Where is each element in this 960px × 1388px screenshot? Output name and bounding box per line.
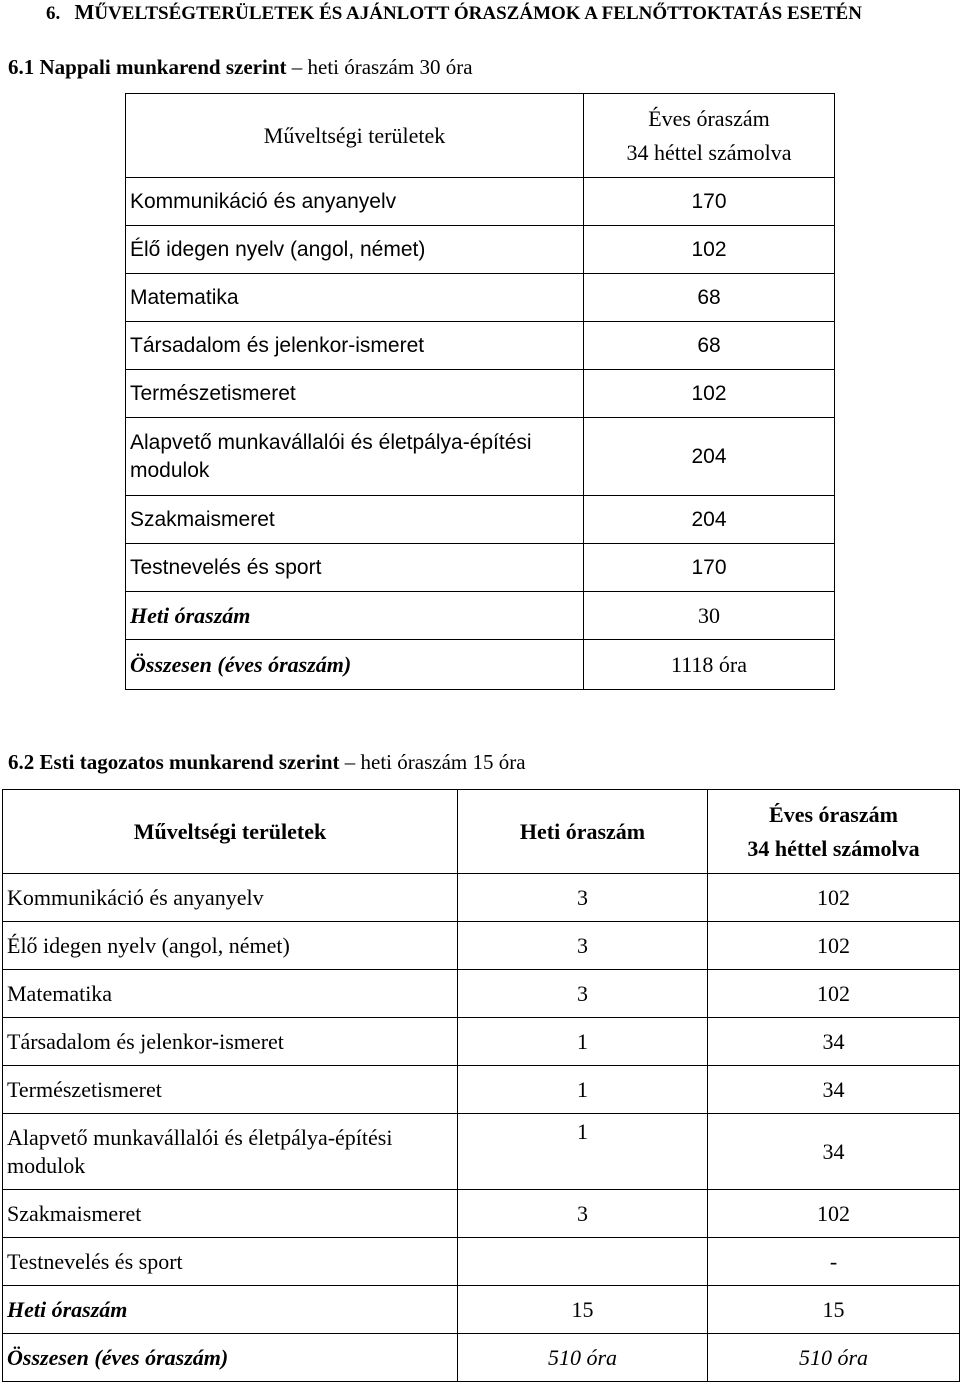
- table2-total-label: Összesen (éves óraszám): [3, 1334, 458, 1382]
- table1-area: Matematika: [126, 274, 584, 322]
- table2-header-yearly-line2: 34 héttel számolva: [747, 835, 920, 861]
- table2-area: Matematika: [3, 970, 458, 1018]
- table2-yearly: 34: [708, 1018, 960, 1066]
- table1: [125, 93, 835, 690]
- table2-weekly: 1: [458, 1018, 708, 1066]
- table1-yearly: 204: [584, 496, 835, 544]
- table-row: [126, 370, 835, 418]
- table2-header-row: [3, 790, 960, 874]
- table1-yearly: 68: [584, 274, 835, 322]
- table1-weekly-value: 30: [584, 592, 835, 640]
- table-row: [3, 1066, 960, 1114]
- table2-yearly: 34: [708, 1066, 960, 1114]
- table-row: [3, 1018, 960, 1066]
- table2-weekly: 1: [458, 1114, 708, 1190]
- table1-area: Testnevelés és sport: [126, 544, 584, 592]
- table2-area: Társadalom és jelenkor-ismeret: [3, 1018, 458, 1066]
- table1-yearly: 204: [584, 418, 835, 496]
- section-title: ŰVELTSÉGTERÜLETEK ÉS AJÁNLOTT ÓRASZÁMOK A FELNŐTTOKTATÁS ESETÉN: [94, 3, 862, 24]
- table1-caption: [8, 55, 473, 80]
- table2-weekly: 3: [458, 874, 708, 922]
- table2-yearly: 102: [708, 1190, 960, 1238]
- table1-area: Szakmaismeret: [126, 496, 584, 544]
- table1-area: Természetismeret: [126, 370, 584, 418]
- section-heading: [46, 0, 862, 25]
- table2-area: Kommunikáció és anyanyelv: [3, 874, 458, 922]
- table-row: [126, 496, 835, 544]
- table2-area: Élő idegen nyelv (angol, német): [3, 922, 458, 970]
- table2-caption-rest: – heti óraszám 15 óra: [339, 750, 526, 774]
- table1-header-row: [126, 94, 835, 178]
- table2-yearly: 34: [708, 1114, 960, 1190]
- table-row: [3, 1238, 960, 1286]
- table1-area: Kommunikáció és anyanyelv: [126, 178, 584, 226]
- table2-caption: [8, 750, 526, 775]
- table2-total-yearly: 510 óra: [708, 1334, 960, 1382]
- section-number: 6.: [46, 3, 61, 24]
- table2-area: Természetismeret: [3, 1066, 458, 1114]
- table1-weekly-label: Heti óraszám: [126, 592, 584, 640]
- table2-yearly: 102: [708, 922, 960, 970]
- table1-yearly: 102: [584, 370, 835, 418]
- table1-header-area: Műveltségi területek: [126, 94, 584, 178]
- table2-weekly: 3: [458, 1190, 708, 1238]
- table1-header-yearly-line2: 34 héttel számolva: [626, 139, 792, 165]
- table-row: [126, 178, 835, 226]
- table-row: [126, 322, 835, 370]
- table2-header-area: Műveltségi területek: [3, 790, 458, 874]
- table-row: [126, 274, 835, 322]
- table2-header-yearly: [708, 790, 960, 874]
- section-title-first-letter: M: [74, 0, 95, 24]
- table-row: [126, 226, 835, 274]
- table2-header-yearly-line1: Éves óraszám: [769, 801, 898, 827]
- table1-caption-rest: – heti óraszám 30 óra: [286, 55, 473, 79]
- table-row: [3, 922, 960, 970]
- table1-area: Élő idegen nyelv (angol, német): [126, 226, 584, 274]
- table2: [2, 789, 960, 1382]
- table2-weekly: 3: [458, 970, 708, 1018]
- table-row: [126, 544, 835, 592]
- table2-weekly-label: Heti óraszám: [3, 1286, 458, 1334]
- table1-total-label: Összesen (éves óraszám): [126, 640, 584, 690]
- table2-weekly-row: [3, 1286, 960, 1334]
- table1-yearly: 102: [584, 226, 835, 274]
- table-row: [3, 1114, 960, 1190]
- table2-total-row: [3, 1334, 960, 1382]
- table1-yearly: 170: [584, 178, 835, 226]
- table2-weekly: 3: [458, 922, 708, 970]
- table1-yearly: 68: [584, 322, 835, 370]
- table1-header-yearly-line1: Éves óraszám: [648, 105, 770, 131]
- table-row: [126, 418, 835, 496]
- table2-yearly: 102: [708, 874, 960, 922]
- table2-yearly: -: [708, 1238, 960, 1286]
- table-row: [3, 874, 960, 922]
- table2-area: Szakmaismeret: [3, 1190, 458, 1238]
- table1-caption-bold: 6.1 Nappali munkarend szerint: [8, 55, 287, 79]
- table1-weekly-row: [126, 592, 835, 640]
- table2-caption-bold: 6.2 Esti tagozatos munkarend szerint: [8, 750, 340, 774]
- table2-weekly: [458, 1238, 708, 1286]
- table2-area: Testnevelés és sport: [3, 1238, 458, 1286]
- table2-weekly: 1: [458, 1066, 708, 1114]
- table1-header-yearly: [584, 94, 835, 178]
- table1-area: Társadalom és jelenkor-ismeret: [126, 322, 584, 370]
- table2-area: Alapvető munkavállalói és életpálya-építési modulok: [3, 1114, 458, 1190]
- table2-total-weekly: 510 óra: [458, 1334, 708, 1382]
- table1-yearly: 170: [584, 544, 835, 592]
- table1-total-row: [126, 640, 835, 690]
- table2-weekly-yearly: 15: [708, 1286, 960, 1334]
- table-row: [3, 1190, 960, 1238]
- table1-total-value: 1118 óra: [584, 640, 835, 690]
- table2-weekly-weekly: 15: [458, 1286, 708, 1334]
- table-row: [3, 970, 960, 1018]
- table2-yearly: 102: [708, 970, 960, 1018]
- table2-header-weekly: Heti óraszám: [458, 790, 708, 874]
- table1-area: Alapvető munkavállalói és életpálya-építési modulok: [126, 418, 584, 496]
